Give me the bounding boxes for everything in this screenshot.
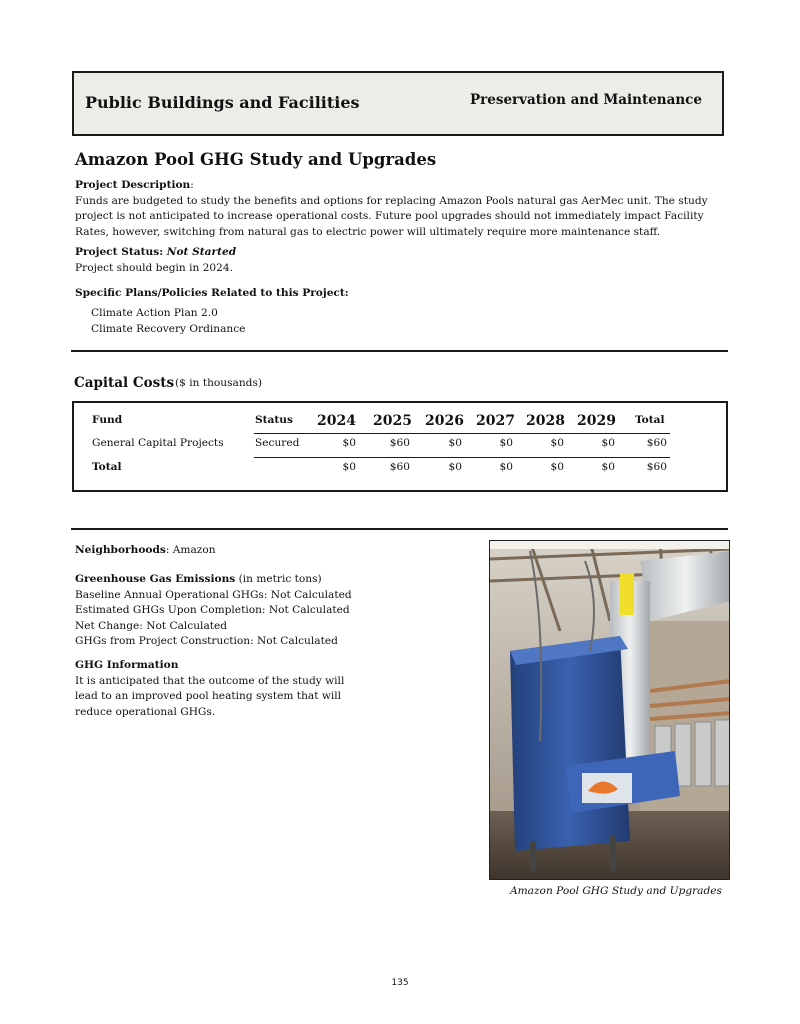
ghg-info-text: It is anticipated that the outcome of the study will lead to an improved pool heating system that will reduce operational GHGs. xyxy=(75,674,345,718)
plans-list xyxy=(91,306,245,337)
ghg-emissions xyxy=(75,572,475,650)
row-2024: $0 xyxy=(342,437,356,449)
col-2026: 2026 xyxy=(425,413,464,429)
project-status: Project Status: Not Started Project should begin in 2024. xyxy=(75,245,725,276)
total-2027: $0 xyxy=(499,461,513,473)
plan-item: Climate Recovery Ordinance xyxy=(91,322,246,335)
col-2024: 2024 xyxy=(317,413,356,429)
ghg-line: Baseline Annual Operational GHGs: Not Calculated xyxy=(75,588,352,601)
col-fund: Fund xyxy=(92,414,123,426)
col-2028: 2028 xyxy=(526,413,565,429)
row-status: Secured xyxy=(255,437,300,449)
description-label: Project Description xyxy=(75,179,191,191)
row-2025: $60 xyxy=(389,437,410,449)
total-2026: $0 xyxy=(448,461,462,473)
total-2028: $0 xyxy=(550,461,564,473)
description-text: Funds are budgeted to study the benefits and options for replacing Amazon Pools natural gas AerMec unit. The study project is not anticipated to increase operational costs. Future pool upgrades should not immediately impact Facility Rates, however, switching from natural gas to electric power will ultimately require more maintenance staff. xyxy=(75,194,708,238)
plan-item: Climate Action Plan 2.0 xyxy=(91,307,218,319)
ghg-information xyxy=(75,658,360,720)
row-2028: $0 xyxy=(550,437,564,449)
col-status: Status xyxy=(255,414,293,426)
col-2029: 2029 xyxy=(577,413,616,429)
project-photo xyxy=(489,540,730,880)
total-rule xyxy=(254,457,670,458)
divider xyxy=(71,350,728,352)
section-title: Public Buildings and Facilities xyxy=(85,93,360,112)
col-total: Total xyxy=(635,414,665,426)
total-total: $60 xyxy=(646,461,667,473)
total-2024: $0 xyxy=(342,461,356,473)
row-2026: $0 xyxy=(448,437,462,449)
divider xyxy=(71,528,728,530)
ghg-unit: (in metric tons) xyxy=(238,573,322,585)
row-total: $60 xyxy=(646,437,667,449)
page-number: 135 xyxy=(391,978,409,988)
capital-costs-table xyxy=(72,401,728,492)
total-2025: $60 xyxy=(389,461,410,473)
total-label: Total xyxy=(92,461,122,473)
col-2025: 2025 xyxy=(373,413,412,429)
neighborhoods-value: Amazon xyxy=(172,544,216,556)
project-title: Amazon Pool GHG Study and Upgrades xyxy=(75,150,437,169)
capital-costs-note: ($ in thousands) xyxy=(175,377,263,389)
ghg-line: Net Change: Not Calculated xyxy=(75,619,228,632)
ghg-label: Greenhouse Gas Emissions xyxy=(75,573,236,585)
category-title: Preservation and Maintenance xyxy=(470,92,702,108)
row-2029: $0 xyxy=(601,437,615,449)
neighborhoods-label: Neighborhoods xyxy=(75,544,166,556)
neighborhoods: Neighborhoods: Amazon xyxy=(75,544,216,556)
plans-label: Specific Plans/Policies Related to this Project: xyxy=(75,287,349,299)
ghg-info-label: GHG Information xyxy=(75,659,179,671)
status-text: Project should begin in 2024. xyxy=(75,261,233,274)
total-2029: $0 xyxy=(601,461,615,473)
project-description: Project Description: Funds are budgeted to study the benefits and options for replacing Amazon Pools natural gas AerMec unit. The study project is not anticipated to increase operational costs. Future pool upgrades should not immediately impact Facility Rates, however, switching from natural gas to electric power will ultimately require more maintenance staff. xyxy=(75,178,725,240)
status-value: Not Started xyxy=(166,246,237,258)
col-2027: 2027 xyxy=(476,413,515,429)
status-label: Project Status xyxy=(75,246,160,258)
ghg-line: GHGs from Project Construction: Not Calculated xyxy=(75,635,338,647)
section-header xyxy=(72,71,724,136)
capital-costs-title: Capital Costs xyxy=(74,375,175,391)
photo-caption: Amazon Pool GHG Study and Upgrades xyxy=(509,885,722,897)
row-2027: $0 xyxy=(499,437,513,449)
header-rule xyxy=(254,433,670,434)
row-fund: General Capital Projects xyxy=(92,437,224,449)
ghg-line: Estimated GHGs Upon Completion: Not Calculated xyxy=(75,604,350,616)
